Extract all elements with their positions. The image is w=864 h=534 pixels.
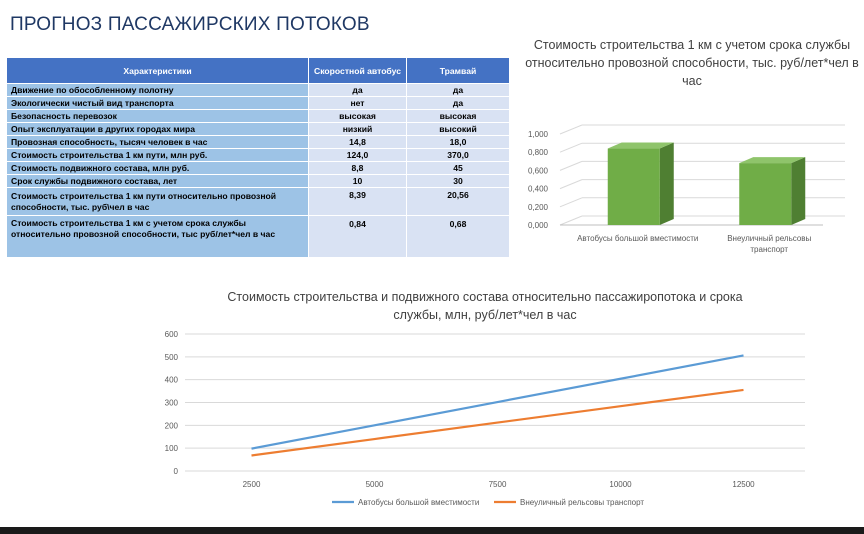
tram-value: да	[407, 84, 510, 97]
bar	[739, 163, 791, 225]
x-tick-label: 2500	[242, 480, 261, 489]
table-row	[7, 175, 510, 188]
bus-value: 8,39	[309, 188, 407, 216]
y-tick-label: 600	[164, 330, 178, 339]
tram-value: 370,0	[407, 149, 510, 162]
y-tick-label: 0,200	[527, 202, 548, 212]
row-label: Стоимость подвижного состава, млн руб.	[7, 162, 309, 175]
gridline	[560, 216, 582, 225]
bottom-bar	[0, 527, 864, 534]
bar-chart	[515, 92, 860, 262]
bus-value: низкий	[309, 123, 407, 136]
legend-label: Внеуличный рельсовы транспорт	[520, 498, 645, 507]
row-label: Стоимость строительства 1 км пути относительно провозной способности, тыс. руб\чел в час	[7, 188, 309, 216]
table-header-characteristics: Характеристики	[7, 58, 309, 84]
bus-value: 14,8	[309, 136, 407, 149]
x-tick-label: Внеуличный рельсовы транспорт	[727, 234, 812, 254]
table-row	[7, 136, 510, 149]
gridline	[560, 143, 582, 152]
comparison-table	[6, 57, 510, 258]
tram-value: высокий	[407, 123, 510, 136]
row-label: Безопасность перевозок	[7, 110, 309, 123]
table-header-bus: Скоростной автобус	[309, 58, 407, 84]
gridline	[560, 198, 582, 207]
bus-value: высокая	[309, 110, 407, 123]
slide-title: ПРОГНОЗ ПАССАЖИРСКИХ ПОТОКОВ	[10, 14, 370, 35]
table-row	[7, 110, 510, 123]
table-header-tram: Трамвай	[407, 58, 510, 84]
bar-side	[660, 143, 674, 225]
gridline	[560, 180, 582, 189]
tram-value: 0,68	[407, 216, 510, 258]
x-tick-label: 7500	[488, 480, 507, 489]
line-chart	[140, 324, 840, 520]
bar	[608, 149, 660, 225]
table-row	[7, 84, 510, 97]
bus-value: да	[309, 84, 407, 97]
bar-side	[791, 157, 805, 225]
tram-value: да	[407, 97, 510, 110]
y-tick-label: 0,600	[527, 166, 548, 176]
tram-value: 30	[407, 175, 510, 188]
y-tick-label: 400	[164, 375, 178, 385]
y-tick-label: 200	[164, 421, 178, 431]
y-tick-label: 300	[164, 398, 178, 408]
tram-value: высокая	[407, 110, 510, 123]
x-tick-label: 10000	[609, 480, 632, 489]
table-row	[7, 162, 510, 175]
bus-value: 0,84	[309, 216, 407, 258]
row-label: Провозная способность, тысяч человек в час	[7, 136, 309, 149]
bar-chart-title: Стоимость строительства 1 км с учетом срока службы относительно провозной способности, тыс. руб/лет*чел в час	[525, 38, 859, 88]
y-tick-label: 100	[164, 444, 178, 454]
row-label: Экологически чистый вид транспорта	[7, 97, 309, 110]
bus-value: 124,0	[309, 149, 407, 162]
table-row	[7, 123, 510, 136]
row-label: Срок службы подвижного состава, лет	[7, 175, 309, 188]
table-row	[7, 188, 510, 216]
tram-value: 20,56	[407, 188, 510, 216]
row-label: Опыт эксплуатации в других городах мира	[7, 123, 309, 136]
legend-label: Автобусы большой вместимости	[358, 498, 480, 507]
row-label: Стоимость строительства 1 км пути, млн руб.	[7, 149, 309, 162]
y-tick-label: 0	[173, 467, 178, 476]
x-tick-label: 5000	[365, 480, 384, 489]
y-tick-label: 0,800	[527, 148, 548, 158]
tram-value: 18,0	[407, 136, 510, 149]
table-row	[7, 149, 510, 162]
line-chart-title: Стоимость строительства и подвижного состава относительно пассажиропотока и срока службы, млн, руб/лет*чел в час	[227, 290, 743, 322]
gridline	[560, 125, 582, 134]
y-tick-label: 1,000	[527, 130, 548, 139]
table-row	[7, 97, 510, 110]
row-label: Движение по обособленному полотну	[7, 84, 309, 97]
tram-value: 45	[407, 162, 510, 175]
gridline	[560, 161, 582, 170]
x-tick-label: Автобусы большой вместимости	[577, 234, 699, 243]
x-tick-label: 12500	[732, 480, 755, 489]
row-label: Стоимость строительства 1 км с учетом срока службы относительно провозной способности, тыс руб/лет*чел в час	[7, 216, 309, 258]
bus-value: 8,8	[309, 162, 407, 175]
table-row	[7, 216, 510, 258]
bus-value: 10	[309, 175, 407, 188]
y-tick-label: 0,000	[527, 221, 548, 230]
y-tick-label: 0,400	[527, 184, 548, 194]
bus-value: нет	[309, 97, 407, 110]
y-tick-label: 500	[164, 352, 178, 362]
series-line	[252, 390, 744, 456]
